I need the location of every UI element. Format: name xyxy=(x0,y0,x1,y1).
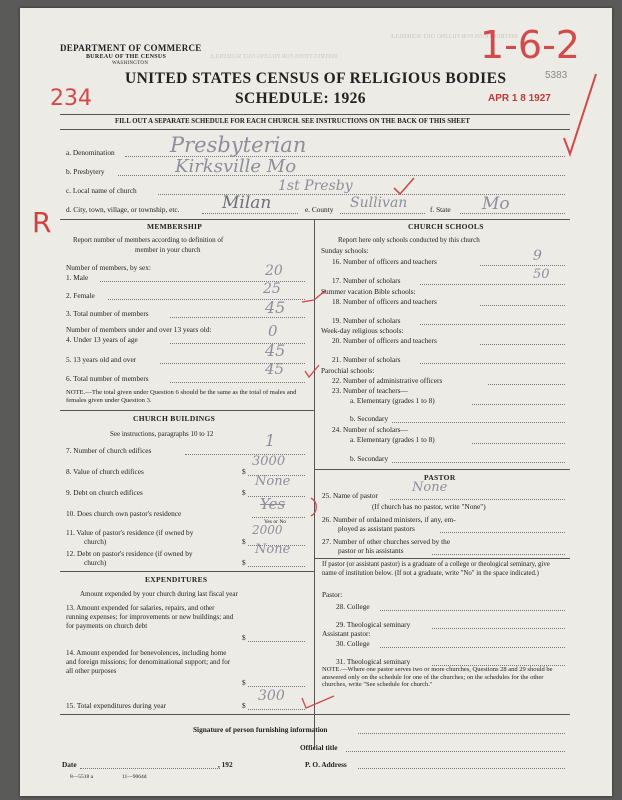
q12-label-2: church) xyxy=(84,558,107,567)
q26-label-2: ployed as assistant pastors xyxy=(338,524,415,533)
date-label: Date xyxy=(62,760,77,769)
q12-label: 12. Debt on pastor's residence (if owned by xyxy=(66,549,193,558)
dotted-line xyxy=(80,768,220,769)
q17-label: 17. Number of scholars xyxy=(332,276,401,285)
q20-label: 20. Number of officers and teachers xyxy=(332,336,437,345)
denomination-value: Presbyterian xyxy=(170,133,307,157)
dotted-line xyxy=(248,641,305,642)
handwritten-code: 1-6-2 xyxy=(480,23,580,67)
checkmark-icon xyxy=(560,68,600,158)
year-label: , 192 xyxy=(218,760,233,769)
q11-value: 2000 xyxy=(252,523,283,537)
dotted-line xyxy=(346,751,565,752)
q1-value: 20 xyxy=(265,263,283,279)
dotted-line xyxy=(380,647,565,648)
q23b-label: b. Secondary xyxy=(350,414,389,423)
expenditures-intro: Amount expended by your church during last fiscal year xyxy=(80,590,238,598)
q30-label: 30. College xyxy=(336,639,370,648)
divider xyxy=(314,558,570,559)
q1-label: 1. Male xyxy=(66,273,89,282)
census-schedule-form xyxy=(20,8,612,796)
dotted-line xyxy=(358,733,565,734)
q25-note: (If church has no pastor, write "None") xyxy=(372,502,486,511)
by-sex-label: Number of members, by sex: xyxy=(66,263,151,272)
q11-label: 11. Value of pastor's residence (if owned by xyxy=(66,528,194,537)
dotted-line xyxy=(472,443,565,444)
bleed-through-text-2: INSTRUCTIONS FOR FILLING OUT SCHEDULE xyxy=(390,34,518,40)
q9-label: 9. Debt on church edifices xyxy=(66,488,143,497)
q29-label: 29. Theological seminary xyxy=(336,620,411,629)
q13-label: 13. Amount expended for salaries, repairs, and other running expenses; for improvements or new buildings; and for payments on church debt xyxy=(66,604,234,630)
dollar-sign: $ xyxy=(242,678,246,687)
q3-label: 3. Total number of members xyxy=(66,309,149,318)
presbytery-label: b. Presbytery xyxy=(66,167,105,176)
q15-label: 15. Total expenditures during year xyxy=(66,701,167,710)
form-code: 8—5518 a xyxy=(70,774,94,780)
schools-heading: CHURCH SCHOOLS xyxy=(408,222,484,231)
checkmark-icon xyxy=(300,688,336,712)
q16-label: 16. Number of officers and teachers xyxy=(332,257,437,266)
dotted-line xyxy=(472,404,565,405)
county-label: e. County xyxy=(305,205,334,214)
q8-value: 3000 xyxy=(252,454,286,469)
q27-label: 27. Number of other churches served by the xyxy=(322,537,451,546)
dotted-line xyxy=(390,499,565,500)
q10-label: 10. Does church own pastor's residence xyxy=(66,509,182,518)
q25-value: None xyxy=(412,480,448,495)
q21-label: 21. Number of scholars xyxy=(332,355,401,364)
expenditures-heading: EXPENDITURES xyxy=(145,575,208,584)
page-title: UNITED STATES CENSUS OF RELIGIOUS BODIES xyxy=(125,70,507,87)
dollar-sign: $ xyxy=(242,488,246,497)
bleed-through-text: INSTRUCTIONS FOR FILLING OUT SCHEDULE xyxy=(210,54,338,60)
county-value: Sullivan xyxy=(350,195,408,211)
q24b-label: b. Secondary xyxy=(350,454,389,463)
dotted-line xyxy=(380,610,565,611)
dotted-line xyxy=(460,213,565,214)
denomination-label: a. Denomination xyxy=(66,148,115,157)
form-number: 5383 xyxy=(545,70,568,81)
dotted-line xyxy=(432,628,565,629)
q24-label: 24. Number of scholars— xyxy=(332,425,408,434)
sunday-label: Sunday schools: xyxy=(321,246,369,255)
q23a-label: a. Elementary (grades 1 to 8) xyxy=(350,396,435,405)
department-name: DEPARTMENT OF COMMERCE xyxy=(60,43,202,53)
local-name-value: 1st Presby xyxy=(278,178,353,194)
local-name-label: c. Local name of church xyxy=(66,186,137,195)
dotted-line xyxy=(248,686,305,687)
divider xyxy=(60,571,314,572)
dotted-line xyxy=(248,709,305,710)
dotted-line xyxy=(358,768,565,769)
q2-label: 2. Female xyxy=(66,291,95,300)
q23-label: 23. Number of teachers— xyxy=(332,386,408,395)
q5-value: 45 xyxy=(265,341,286,360)
checkmark-icon xyxy=(303,363,321,379)
summer-label: Summer vacation Bible schools: xyxy=(321,287,416,296)
assistant-sub-label: Assistant pastor: xyxy=(322,629,371,638)
pastor-heading: PASTOR xyxy=(424,473,456,482)
q22-label: 22. Number of administrative officers xyxy=(332,376,443,385)
dotted-line xyxy=(392,422,565,423)
state-value: Mo xyxy=(482,194,510,214)
q25-label: 25. Name of pastor xyxy=(322,491,378,500)
q28-label: 28. College xyxy=(336,602,370,611)
dotted-line xyxy=(488,384,565,385)
dollar-sign: $ xyxy=(242,537,246,546)
q7-value: 1 xyxy=(265,431,276,450)
dotted-line xyxy=(480,265,565,266)
q12-value: None xyxy=(255,542,291,557)
bracket-mark xyxy=(308,496,322,518)
divider xyxy=(60,129,570,130)
instruction-line: FILL OUT A SEPARATE SCHEDULE FOR EACH CHURCH. SEE INSTRUCTIONS ON THE BACK OF THIS SHEET xyxy=(115,118,470,125)
divider xyxy=(60,714,570,715)
dotted-line xyxy=(480,305,565,306)
divider xyxy=(60,219,570,220)
q2-value: 25 xyxy=(263,281,281,297)
buildings-intro: See instructions, paragraphs 10 to 12 xyxy=(110,430,214,438)
city-name: WASHINGTON xyxy=(112,61,149,66)
q4-value: 0 xyxy=(268,322,278,340)
dotted-line xyxy=(252,517,305,518)
print-code: 11—9064d xyxy=(122,774,147,780)
q7-label: 7. Number of church edifices xyxy=(66,446,152,455)
letter-r-mark: R xyxy=(32,206,52,239)
dotted-line xyxy=(420,324,565,325)
q24a-label: a. Elementary (grades 1 to 8) xyxy=(350,435,435,444)
po-address-label: P. O. Address xyxy=(305,760,347,769)
state-label: f. State xyxy=(430,205,451,214)
dotted-line xyxy=(170,317,305,318)
pastor-note: NOTE.—Where one pastor serves two or more churches, Questions 28 and 29 should be answered only on the schedule for one of the churches; on the schedules for the other churches, write "See schedule for church." xyxy=(322,666,553,689)
dotted-line xyxy=(420,284,565,285)
dotted-line xyxy=(480,344,565,345)
dollar-sign: $ xyxy=(242,558,246,567)
q14-label: 14. Amount expended for benevolences, including home and foreign missions; for denominational support; and for all other purposes xyxy=(66,649,231,675)
pastor-sub-label: Pastor: xyxy=(322,590,343,599)
q6-value: 45 xyxy=(265,360,285,378)
parochial-label: Parochial schools: xyxy=(321,366,375,375)
membership-heading: MEMBERSHIP xyxy=(147,222,203,231)
divider xyxy=(60,114,570,115)
bureau-name: BUREAU OF THE CENSUS xyxy=(86,54,167,60)
q16-value: 9 xyxy=(533,248,542,264)
divider xyxy=(60,410,314,411)
dollar-sign: $ xyxy=(242,467,246,476)
dotted-line xyxy=(392,462,565,463)
dotted-line xyxy=(185,454,305,455)
dotted-line xyxy=(170,382,305,383)
page-subtitle: SCHEDULE: 1926 xyxy=(235,90,366,107)
dotted-line xyxy=(420,363,565,364)
buildings-heading: CHURCH BUILDINGS xyxy=(133,414,216,423)
q9-value: None xyxy=(255,474,291,489)
q15-value: 300 xyxy=(258,688,285,704)
city-label: d. City, town, village, or township, etc. xyxy=(66,205,180,214)
q19-label: 19. Number of scholars xyxy=(332,316,401,325)
membership-note: NOTE.—The total given under Question 6 should be the same as the total of males and females given under Question 3. xyxy=(66,389,297,404)
city-value: Milan xyxy=(222,193,272,213)
q18-label: 18. Number of officers and teachers xyxy=(332,297,437,306)
age-header: Number of members under and over 13 years old: xyxy=(66,325,212,334)
membership-intro: Report number of members according to definition of xyxy=(73,236,224,244)
dotted-line xyxy=(440,532,565,533)
q11-label-2: church) xyxy=(84,537,107,546)
weekday-label: Week-day religious schools: xyxy=(321,326,404,335)
divider xyxy=(314,469,570,470)
official-title-label: Official title xyxy=(300,743,338,752)
presbytery-value: Kirksville Mo xyxy=(175,156,297,177)
q26-label: 26. Number of ordained ministers, if any, em- xyxy=(322,515,456,524)
signature-label: Signature of person furnishing information xyxy=(193,725,328,734)
q31-label: 31. Theological seminary xyxy=(336,657,411,666)
graduate-note: If pastor (or assistant pastor) is a graduate of a college or theological seminary, give name of institution below. (If not a graduate, write "No" in the space indicated.) xyxy=(322,561,550,577)
q3-value: 45 xyxy=(265,298,286,317)
handwritten-number: 234 xyxy=(50,86,92,111)
q6-label: 6. Total number of members xyxy=(66,374,149,383)
q10-value: Yes xyxy=(260,495,286,513)
dollar-sign: $ xyxy=(242,701,246,710)
membership-intro-2: member in your church xyxy=(135,246,201,254)
q4-label: 4. Under 13 years of age xyxy=(66,335,138,344)
q27-label-2: pastor or his assistants xyxy=(338,546,404,555)
q8-label: 8. Value of church edifices xyxy=(66,467,144,476)
dotted-line xyxy=(248,566,305,567)
date-stamp: APR 1 8 1927 xyxy=(488,93,551,104)
schools-intro: Report here only schools conducted by this church xyxy=(338,236,480,244)
q5-label: 5. 13 years old and over xyxy=(66,355,137,364)
yes-no-hint: Yes or No xyxy=(264,519,287,525)
dotted-line xyxy=(432,554,565,555)
dotted-line xyxy=(202,213,298,214)
q17-value: 50 xyxy=(533,267,550,282)
dotted-line xyxy=(340,213,425,214)
dollar-sign: $ xyxy=(242,633,246,642)
